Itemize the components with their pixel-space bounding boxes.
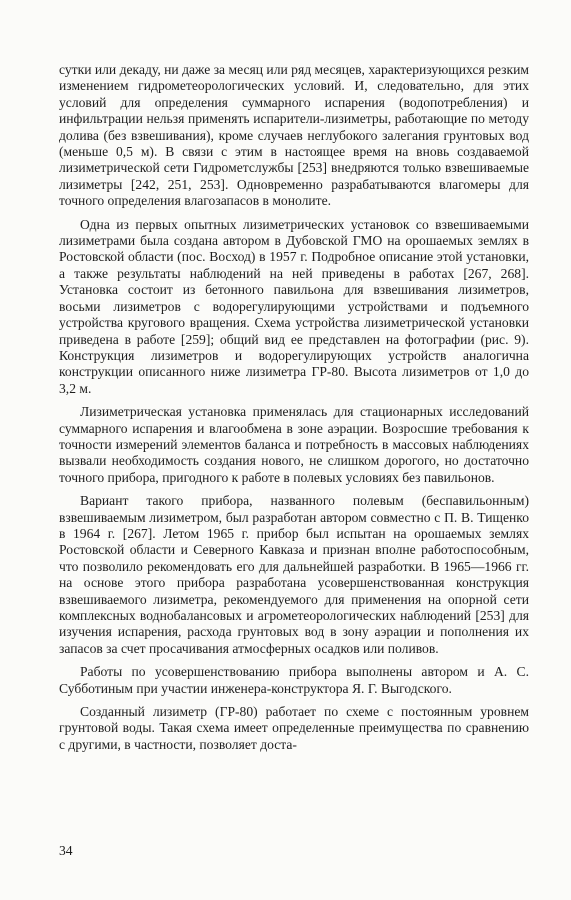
paragraph-3: Лизиметрическая установка применялась для стационарных исследований суммарного испарения и влагообмена в зоне аэрации. Возросшие требования к точности измерений элементов баланса и потребность в массовых наблюдениях вызвали необходимость создания нового, не слишком дорогого, но достаточно точного прибора, пригодного к работе в полевых условиях без павильонов. (59, 404, 529, 485)
paragraph-2: Одна из первых опытных лизиметрических установок со взвешиваемыми лизиметрами была создана автором в Дубовской ГМО на орошаемых землях в Ростовской области (пос. Восход) в 1957 г. Подробное описание этой установки, а также результаты наблюдений на ней приведены в работах [267, 268]. Установка состоит из бетонного павильона для взвешивания лизиметров, восьми лизиметров с водорегулирующими устройствами и подъемного устройства кругового вращения. Схема устройства лизиметрической установки приведена в работе [259]; общий вид ее представлен на фотографии (рис. 9). Конструкция лизиметров и водорегулирующих устройств аналогична конструкции описанного ниже лизиметра ГР-80. Высота лизиметров от 1,0 до 3,2 м. (59, 216, 529, 396)
paragraph-4: Вариант такого прибора, названного полевым (беспавильонным) взвешиваемым лизиметром, был разработан автором совместно с П. В. Тищенко в 1964 г. [267]. Летом 1965 г. прибор был испытан на орошаемых землях Ростовской области и Северного Кавказа и признан вполне работоспособным, что позволило рекомендовать его для дальнейшей разработки. В 1965—1966 гг. на основе этого прибора разработана усовершенствованная конструкция взвешиваемого лизиметра, рекомендуемого для применения на опорной сети комплексных воднобалансовых и агрометеорологических наблюдений [253] для изучения испарения, расхода грунтовых вод в зону аэрации и пополнения их запасов за счет просачивания атмосферных осадков или поливов. (59, 493, 529, 656)
body-text (59, 62, 529, 760)
paragraph-6: Созданный лизиметр (ГР-80) работает по схеме с постоянным уровнем грунтовой воды. Такая схема имеет определенные преимущества по сравнению с другими, в частности, позволяет доста- (59, 704, 529, 752)
page-number: 34 (59, 843, 73, 858)
paragraph-1: сутки или декаду, ни даже за месяц или ряд месяцев, характеризующихся резким изменением гидрометеорологических условий. И, следовательно, для этих условий для определения суммарного испарения (водопотребления) и инфильтрации нельзя применять испарители-лизиметры, работающие по методу долива (без взвешивания), кроме случаев неглубокого залегания грунтовых вод (меньше 0,5 м). В связи с этим в настоящее время на вновь создаваемой лизиметрической сети Гидрометслужбы [253] внедряются только взвешиваемые лизиметры [242, 251, 253]. Одновременно разрабатываются влагомеры для точного определения влагозапасов в монолите. (59, 62, 529, 209)
paragraph-5: Работы по усовершенствованию прибора выполнены автором и А. С. Субботиным при участии инженера-конструктора Я. Г. Выгодского. (59, 664, 529, 696)
